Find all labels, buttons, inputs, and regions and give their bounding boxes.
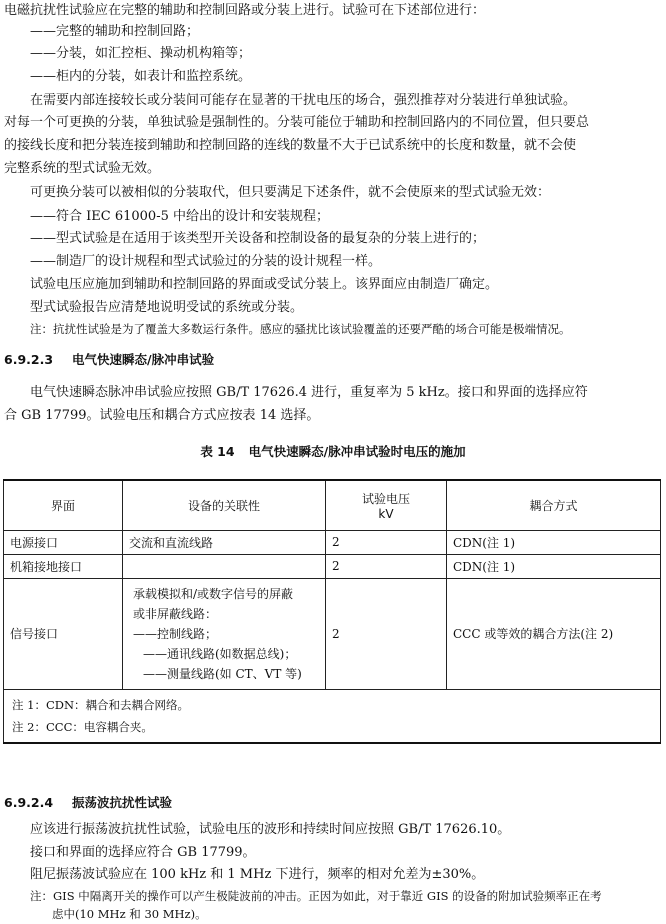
cell-coupling: CCC 或等效的耦合方法(注 2) bbox=[447, 578, 661, 689]
cell-relevance bbox=[123, 554, 326, 578]
cell-voltage: 2 bbox=[326, 530, 447, 554]
header-relevance: 设备的关联性 bbox=[123, 480, 326, 530]
table-header-row bbox=[4, 480, 661, 530]
paragraph-test-scope: 电磁抗扰性试验应在完整的辅助和控制回路或分装上进行。试验可在下述部位进行： bbox=[4, 3, 486, 18]
section-number: 6.9.2.4 bbox=[4, 795, 54, 810]
cell-interface: 机箱接地接口 bbox=[4, 554, 123, 578]
list-item: ——符合 IEC 61000-5 中给出的设计和安装规程； bbox=[30, 209, 329, 224]
paragraph-oscillatory: 应该进行振荡波抗扰性试验，试验电压的波形和持续时间应按照 GB/T 17626.10。 bbox=[30, 822, 511, 837]
table-note: 注 1：CDN：耦合和去耦合网络。 bbox=[12, 697, 190, 712]
section-heading-oscillatory bbox=[0, 793, 660, 813]
paragraph-damped: 阻尼振荡波试验应在 100 kHz 和 1 MHz 下进行，频率的相对允差为±30%。 bbox=[30, 867, 485, 882]
paragraph-interface: 接口和界面的选择应符合 GB 17799。 bbox=[30, 845, 256, 860]
cell-interface: 电源接口 bbox=[4, 530, 123, 554]
table-notes bbox=[4, 689, 661, 743]
paragraph-replacement: 可更换分装可以被相似的分装取代，但只要满足下述条件，就不会使原来的型式试验无效： bbox=[30, 185, 551, 200]
section-number: 6.9.2.3 bbox=[4, 352, 54, 367]
header-interface: 界面 bbox=[4, 480, 123, 530]
paragraph-test-report: 型式试验报告应清楚地说明受试的系统或分装。 bbox=[30, 300, 304, 315]
note-immunity: 注：抗扰性试验是为了覆盖大多数运行条件。感应的骚扰比该试验覆盖的还要严酷的场合可能是极端情况。 bbox=[30, 322, 571, 336]
table-number: 表 14 bbox=[200, 444, 235, 459]
cell-coupling: CDN(注 1) bbox=[447, 554, 661, 578]
cell-voltage: 2 bbox=[326, 578, 447, 689]
cell-voltage: 2 bbox=[326, 554, 447, 578]
cell-coupling: CDN(注 1) bbox=[447, 530, 661, 554]
paragraph-eft-cont: 合 GB 17799。试验电压和耦合方式应按表 14 选择。 bbox=[4, 408, 320, 423]
table-row bbox=[4, 530, 661, 554]
cell-relevance: 承载模拟和/或数字信号的屏蔽 或非屏蔽线路： ——控制线路； ——通讯线路(如数据总线)； ——测量线路(如 CT、VT 等) bbox=[123, 578, 326, 689]
header-coupling: 耦合方式 bbox=[447, 480, 661, 530]
list-item: ——制造厂的设计规程和型式试验过的分装的设计规程一样。 bbox=[30, 254, 382, 269]
note-gis: 注：GIS 中隔离开关的操作可以产生极陡波前的冲击。正因为如此，对于靠近 GIS 的设备的附加试验频率正在考 bbox=[30, 889, 602, 903]
paragraph-separate-test: 在需要内部连接较长或分装间可能存在显著的干扰电压的场合，强烈推荐对分装进行单独试验。 bbox=[30, 93, 577, 108]
section-title: 电气快速瞬态/脉冲串试验 bbox=[72, 352, 215, 367]
table-row bbox=[4, 578, 661, 689]
list-item: ——型式试验是在适用于该类型开关设备和控制设备的最复杂的分装上进行的； bbox=[30, 231, 486, 246]
header-test-voltage: 试验电压 kV bbox=[326, 480, 447, 530]
list-item: ——分装，如汇控柜、操动机构箱等； bbox=[30, 46, 252, 61]
paragraph-separate-test-cont: 完整系统的型式试验无效。 bbox=[4, 161, 161, 176]
table-notes-row bbox=[4, 689, 661, 743]
voltage-application-table bbox=[3, 479, 661, 744]
paragraph-test-voltage: 试验电压应施加到辅助和控制回路的界面或受试分装上。该界面应由制造厂确定。 bbox=[30, 277, 499, 292]
cell-relevance: 交流和直流线路 bbox=[123, 530, 326, 554]
paragraph-separate-test-cont: 的接线长度和把分装连接到辅助和控制回路的连线的数量不大于已试系统中的长度和数量，就不会使 bbox=[4, 138, 577, 153]
table-caption bbox=[0, 442, 666, 462]
list-item: ——柜内的分装，如表计和监控系统。 bbox=[30, 69, 252, 84]
note-gis-cont: 虑中(10 MHz 和 30 MHz)。 bbox=[52, 907, 207, 921]
section-title: 振荡波抗扰性试验 bbox=[72, 795, 173, 810]
paragraph-eft: 电气快速瞬态脉冲串试验应按照 GB/T 17626.4 进行，重复率为 5 kHz。接口和界面的选择应符 bbox=[30, 385, 588, 400]
table-row bbox=[4, 554, 661, 578]
cell-interface: 信号接口 bbox=[4, 578, 123, 689]
section-heading-eft bbox=[0, 350, 660, 370]
table-title: 电气快速瞬态/脉冲串试验时电压的施加 bbox=[248, 444, 466, 459]
paragraph-separate-test-cont: 对每一个可更换的分装，单独试验是强制性的。分装可能位于辅助和控制回路内的不同位置，但只要总 bbox=[4, 115, 590, 130]
list-item: ——完整的辅助和控制回路； bbox=[30, 24, 200, 39]
table-note: 注 2：CCC：电容耦合夹。 bbox=[12, 719, 153, 734]
